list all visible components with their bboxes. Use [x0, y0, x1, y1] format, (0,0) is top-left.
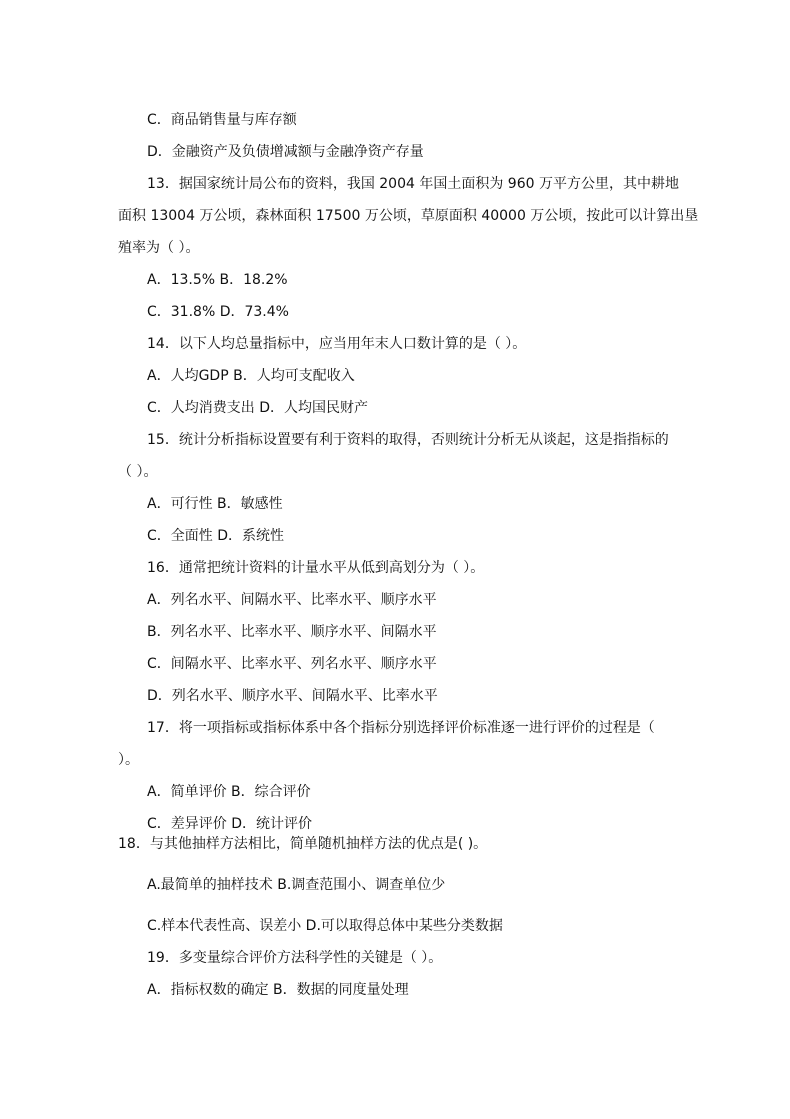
option-line: D．列名水平、顺序水平、间隔水平、比率水平: [147, 688, 438, 704]
question-13-cont: 殖率为（ ）。: [118, 240, 200, 256]
question-17-cont: ）。: [118, 752, 139, 768]
option-line: C．商品销售量与库存额: [147, 112, 297, 128]
option-line: B．列名水平、比率水平、顺序水平、间隔水平: [147, 624, 437, 640]
option-line: C．全面性 D．系统性: [147, 528, 285, 544]
option-line: A．可行性 B．敏感性: [147, 496, 283, 512]
question-18: 18．与其他抽样方法相比，简单随机抽样方法的优点是( )。: [118, 836, 488, 852]
question-19: 19．多变量综合评价方法科学性的关键是（ ）。: [147, 950, 443, 966]
question-16: 16．通常把统计资料的计量水平从低到高划分为（ ）。: [147, 560, 485, 576]
option-line: C．间隔水平、比率水平、列名水平、顺序水平: [147, 656, 437, 672]
option-line: A.最简单的抽样技术 B.调查范围小、调查单位少: [147, 877, 446, 893]
option-line: A．人均GDP B．人均可支配收入: [147, 368, 355, 384]
option-line: A．列名水平、间隔水平、比率水平、顺序水平: [147, 592, 437, 608]
option-line: A．简单评价 B．综合评价: [147, 784, 311, 800]
question-17: 17．将一项指标或指标体系中各个指标分别选择评价标准逐一进行评价的过程是（: [147, 720, 655, 736]
question-15: 15．统计分析指标设置要有利于资料的取得，否则统计分析无从谈起，这是指指标的: [147, 432, 669, 448]
question-13: 13．据国家统计局公布的资料，我国 2004 年国土面积为 960 万平方公里，其中耕地: [147, 176, 679, 192]
option-line: C．人均消费支出 D．人均国民财产: [147, 400, 369, 416]
option-line: C.样本代表性高、误差小 D.可以取得总体中某些分类数据: [147, 918, 503, 934]
question-15-cont: （ ）。: [118, 464, 158, 480]
option-line: D．金融资产及负债增减额与金融净资产存量: [147, 144, 424, 160]
option-line: C．31.8% D．73.4%: [147, 304, 289, 320]
option-line: C．差异评价 D．统计评价: [147, 816, 313, 832]
option-line: A．指标权数的确定 B．数据的同度量处理: [147, 982, 409, 998]
question-14: 14．以下人均总量指标中，应当用年末人口数计算的是（ ）。: [147, 336, 527, 352]
option-line: A．13.5% B．18.2%: [147, 272, 288, 288]
question-13-cont: 面积 13004 万公顷，森林面积 17500 万公顷，草原面积 40000 万公顷，按此可以计算出垦: [118, 208, 699, 224]
